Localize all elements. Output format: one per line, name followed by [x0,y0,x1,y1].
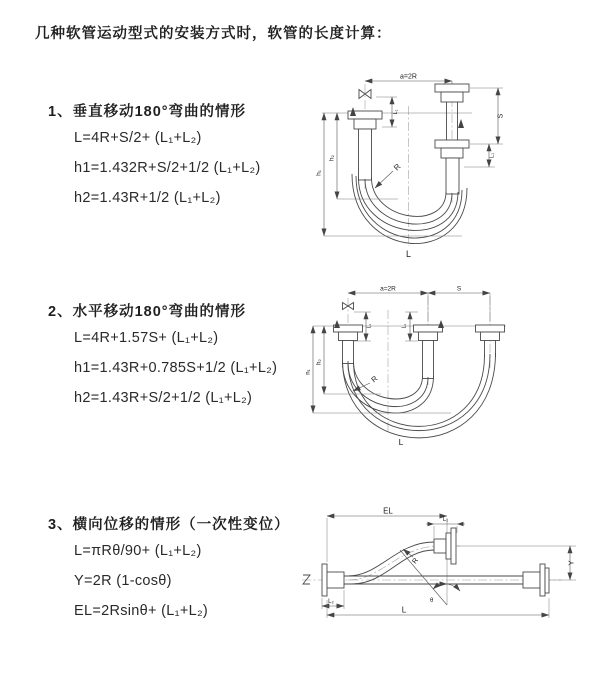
dim-label-r: R [369,373,380,385]
dim-label-l1: L₁ [366,323,373,329]
right-flange-upper [435,84,469,102]
section-3-heading: 3、横向位移的情形（一次性变位） [48,517,290,533]
dim-label-y: Y [566,560,576,566]
braided-hose-left [359,129,372,180]
motion-arrow-icon [458,119,464,128]
motion-arrow-icon [334,320,340,328]
dim-label-l1-right: L₁ [489,153,496,158]
formula-s2-h1: h1=1.43R+0.785S+1/2 (L₁+L₂) [74,360,278,376]
dim-label-h2: h₂ [316,359,323,365]
middle-flange [414,325,443,341]
diagram-vertical-u-bend [312,68,547,263]
right-flange [523,564,549,596]
formula-s1-h2: h2=1.43R+1/2 (L₁+L₂) [74,190,221,206]
dim-label-l: L [398,437,404,447]
hose-u-curves [343,353,496,438]
motion-arrow-icon [438,320,444,328]
left-flange [322,564,344,596]
section-horizontal-move [48,301,338,413]
dim-label-r: R [392,162,403,173]
dim-label-l: L [401,605,407,615]
braided-hose-left [343,341,354,364]
dim-label-l1: L₁ [442,517,449,523]
dim-label-a2r: a=2R [400,73,417,81]
braided-hose-right [446,158,459,194]
dim-label-h1: h₁ [315,170,323,176]
dim-label-s: S [456,285,462,293]
dim-label-a2r: a=2R [380,285,396,293]
right-flange-moved [476,325,505,341]
dim-label-h1: h₁ [306,369,312,375]
section-2-heading: 2、水平移动180°弯曲的情形 [48,304,247,320]
formula-s3-EL: EL=2Rsinθ+ (L₁+L₂) [74,603,209,619]
dim-label-l2: L₂ [401,323,408,329]
section-vertical-move [48,101,338,213]
dim-label-h2: h₂ [328,154,336,162]
formula-s2-h2: h2=1.43R+S/2+1/2 (L₁+L₂) [74,390,253,406]
formula-s3-Y: Y=2R (1-cosθ) [74,573,172,589]
dim-label-l1-left: L₁ [393,109,399,115]
dim-label-r: R [411,557,421,566]
upper-flange [434,528,456,564]
dim-label-theta: θ [430,598,434,604]
centerline-break-mark [303,575,310,584]
dim-label-el: EL [383,506,393,516]
dim-label-l: L [405,249,412,259]
diagram-lateral-offset [300,505,595,645]
formula-s1-h1: h1=1.432R+S/2+1/2 (L₁+L₂) [74,160,261,176]
braided-hose-middle [423,341,434,379]
formula-s3-L: L=πRθ/90+ (L₁+L₂) [74,543,202,559]
formula-s1-L: L=4R+S/2+ (L₁+L₂) [74,130,202,146]
section-lateral-offset [48,514,338,626]
page-title: 几种软管运动型式的安装方式时，软管的长度计算： [35,26,392,42]
right-flange-lower [435,140,469,158]
dim-label-s: S [497,113,505,119]
diagram-horizontal-u-bend [306,282,561,460]
section-1-heading: 1、垂直移动180°弯曲的情形 [48,104,247,120]
dim-label-l2: L₂ [328,599,334,605]
formula-s2-L: L=4R+1.57S+ (L₁+L₂) [74,330,219,346]
